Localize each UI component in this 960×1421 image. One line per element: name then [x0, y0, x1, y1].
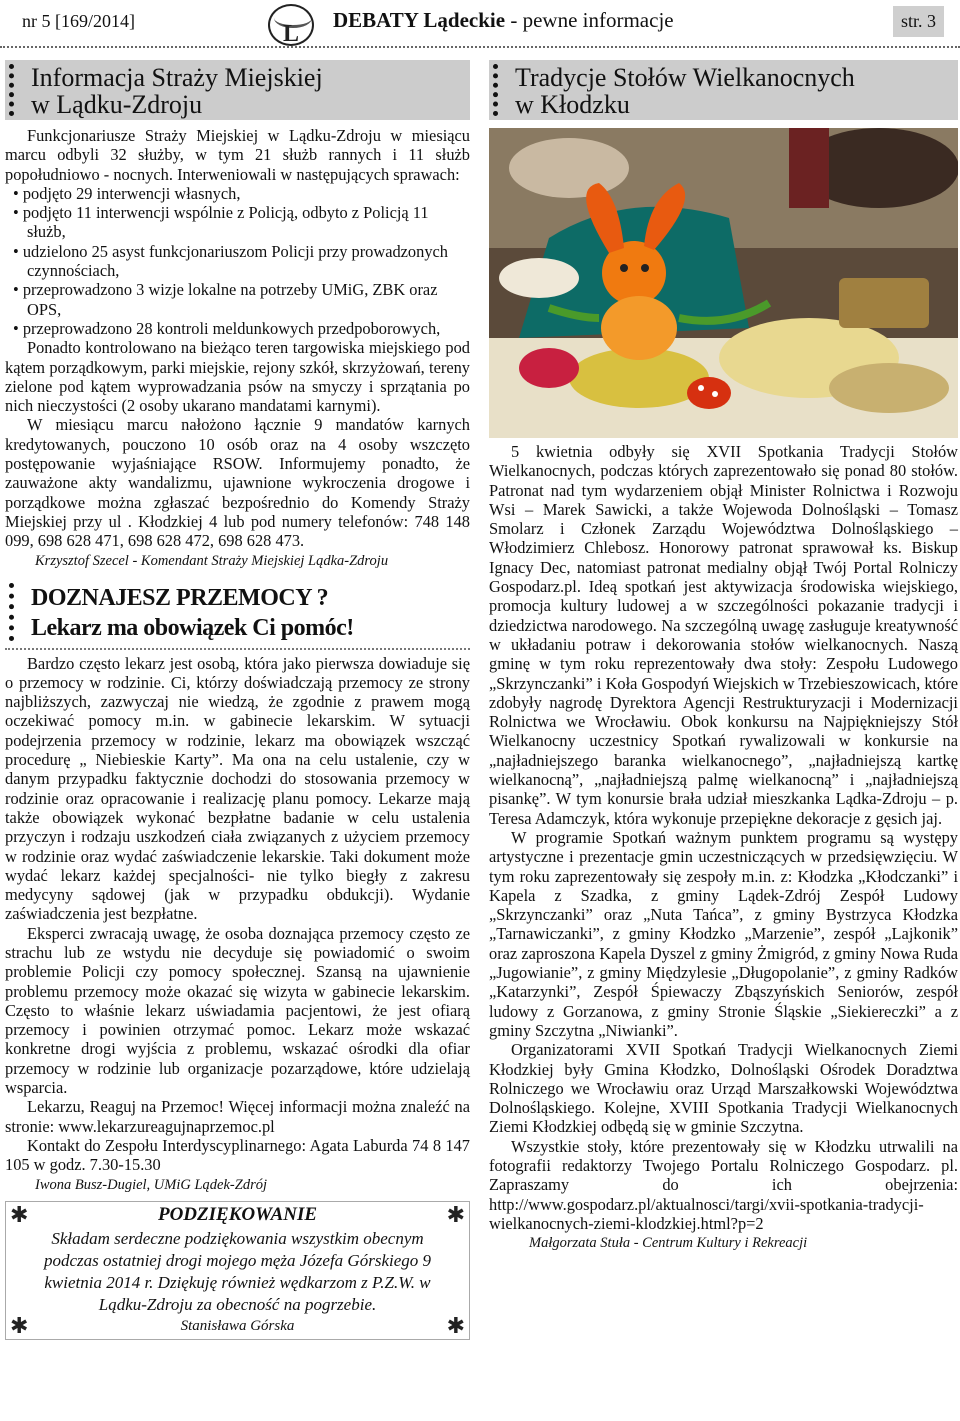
- thanks-title: PODZIĘKOWANIE: [157, 1203, 318, 1225]
- easter-table-photo: [489, 128, 958, 438]
- issue-number: nr 5 [169/2014]: [22, 11, 135, 31]
- article1-title-line1: Informacja Straży Miejskiej: [31, 63, 323, 92]
- article3-title: [515, 64, 948, 118]
- article2-title: [31, 583, 460, 643]
- article3-paragraph: W programie Spotkań ważnym punktem programu są występy artystyczne i prezentacje gmin uczestniczących w przedsięwzięciu. W tym roku zaprezentowały się zespoły m.in. z: Kłodzka „Kłodczanki” i Kapela z Szadka, z gminy Lądek-Zdrój Zespół Ludowy „Skrzynczanki” oraz „Nuta Tańca”, z gminy Bystrzyca Kłodzka „Tarnawiczanki”, z gminy Kłodzko „Marzenie”, zespół „Lajkonik” oraz zaproszona Kapela Dyszel z gminy Żmigród, z gminy Nowa Ruda „Jugowianie”, z gminy Międzylesie „Długopolanie”, z gminy Radków „Katarzynki”, Zespół Śpiewaczy Zbąszyńskich Seniorów, zespół ludowy z Gorzanowa, z gminy Stronie Śląskie „Siekiereczki” a z gminy Szczytna „Niwianki”.: [489, 827, 958, 1040]
- asterisk-icon: ✱: [10, 1201, 29, 1227]
- article3-body: [489, 442, 958, 1233]
- thanks-signature: Stanisława Górska: [180, 1317, 295, 1334]
- article3-paragraph: Organizatorami XVII Spotkań Tradycji Wielkanocnych Ziemi Kłodzkiej były Gmina Kłodzko, Dolnośląski Ośrodek Doradztwa Rolniczego we Wrocławiu oraz Urząd Marszałkowski Województwa Dolnośląskiego. Kolejne, XVIII Spotkania Tradycji Wielkanocnych Ziemi Kłodzkiej odbędą się w gminie Szczytna.: [489, 1040, 958, 1137]
- article2-paragraph: Lekarzu, Reaguj na Przemoc! Więcej informacji można znaleźć na stronie: www.lekarzureagujnaprzemoc.pl: [5, 1097, 470, 1136]
- thanks-text: Składam serdeczne podziękowania wszystkim obecnym podczas ostatniej drogi mojego męża Józefa Górskiego 9 kwietnia 2014 r. Dziękuję również wędkarzom z P.Z.W. w Lądku-Zdroju za obecność na pogrzebie.: [43, 1228, 432, 1314]
- article2-title-box: [5, 579, 470, 645]
- list-item: • przeprowadzono 28 kontroli meldunkowych przedpoborowych,: [5, 319, 470, 338]
- list-item: • udzielono 25 asyst funkcjonariuszom Policji przy prowadzonych czynnościach,: [5, 242, 470, 281]
- article2-title-line2: Lekarz ma obowiązek Ci pomóc!: [31, 614, 354, 641]
- article1-paragraph: Ponadto kontrolowano na bieżąco teren targowiska miejskiego pod kątem porządkowym, parki miejskie, rejony szkół, skrzyżowań, tereny zielone pod kątem wyprowadzania psów na smyczy i sprzątania po nich nieczystości (2 osoby ukarano mandatami karnymi).: [5, 338, 470, 416]
- page-number-badge: str. 3: [893, 6, 944, 37]
- page-header: [0, 0, 960, 44]
- article1-bullet-list: [5, 184, 470, 338]
- article2-title-line1: DOZNAJESZ PRZEMOCY ?: [31, 584, 329, 611]
- logo-letter: L: [283, 21, 300, 46]
- article3-paragraph: 5 kwietnia odbyły się XVII Spotkania Tradycji Stołów Wielkanocnych, podczas których zaprezentowało się ponad 80 stołów. Patronat nad tym wydarzeniem objął Minister Rolnictwa i Rozwoju Wsi – Marek Sawicki, a także Wojewoda Dolnośląski – Tomasz Smolarz i Członek Zarządu Województwa Dolnośląskiego – Włodzimierz Chlebosz. Honorowy patronat sprawował ks. Biskup Ignacy Dec, natomiast patronat medialny objął Twój Portal Rolniczy Gospodarz.pl. Ideą spotkań jest aktywizacja środowiska wiejskiego, promocja kultury ludowej a w szczególności pokazanie tradycji i dziedzictwa narodowego. Na szczególną uwagę zasługuje kreatywność w układaniu potraw i dekorowania stołów wielkanocnych. Naszą gminę w tym roku reprezentowały dwa stoły: Zespołu Ludowego „Skrzynczanki” i Koła Gospodyń Wiejskich w Trzebieszowicach, które zdobyły nagrodę Dyrektora Agencji Restrukturyzacji i Modernizacji Rolnictwa we Wrocławiu. Obok konkursu na Najpiękniejszy Stół Wielkanocny uczestnicy Spotkań rywalizowali w konkursie na „najładniejszego baranka wielkanocnego”, „najładniejszą kartkę wielkanocną”, „najładniejszą palmę wielkanocną” i „najładniejszą pisankę”. W tym konursie brała udział mieszkanka Lądka-Zdroju – p. Teresa Adamczyk, która wykonuje przepiękne dekoracje z gęsich jaj.: [489, 442, 958, 828]
- article3-paragraph: Wszystkie stoły, które prezentowały się w Kłodzku utrwalili na fotografii redaktorzy Twojego Portalu Rolniczego Gospodarz. pl. Zapraszamy do ich obejrzenia: http://www.gospodarz.pl/aktualnosci/targi/xvii-spotkania-tradycji-wielkanocnych-ziemi-klodzkiej.html?p=2: [489, 1136, 958, 1233]
- left-column: [5, 60, 470, 1340]
- article2-divider: [5, 648, 470, 650]
- article2-paragraph: Kontakt do Zespołu Interdyscyplinarnego: Agata Laburda 74 8 147 105 w godz. 7.30-15.30: [5, 1135, 470, 1175]
- article1-title-box: [5, 60, 470, 120]
- asterisk-icon: ✱: [446, 1312, 465, 1338]
- newspaper-title-bold: DEBATY Lądeckie: [333, 8, 506, 32]
- newspaper-logo-icon: [268, 4, 314, 46]
- article3-title-box: [489, 60, 958, 120]
- header-divider: [0, 46, 960, 48]
- right-column: [489, 60, 958, 1253]
- article2-signature: Iwona Busz-Dugiel, UMiG Lądek-Zdrój: [35, 1176, 267, 1193]
- asterisk-icon: ✱: [10, 1312, 29, 1338]
- article1-paragraph: W miesiącu marcu nałożono łącznie 9 mandatów karnych kredytowanych, pouczono 10 osób oraz na 4 osoby wszczęto postępowanie wyjaśniające RSOW. Informujemy ponadto, że zauważone akty wandalizmu, ujawnione wykroczenia drogowe i porządkowe można zgłaszać bezpośrednio do Komendy Straży Miejskiej przy ul . Kłodzkiej 4 lub pod numery telefonów: 748 148 099, 698 628 471, 698 628 472, 698 628 473.: [5, 415, 470, 551]
- article2-paragraph: Eksperci zwracają uwagę, że osoba doznająca przemocy często ze strachu lub ze wstydu nie decyduje się powiadomić o swoim problemie Policji czy pomocy społecznej. Szansą na ujawnienie problemu przemocy może okazać się wizyta w gabinecie lekarskim. Często to właśnie lekarz uświadamia pacjentowi, że jest ofiarą przemocy i powinien otrzymać pomoc. Lekarz może wskazać konkretne drogi wyjścia z problemu, wskazać ośrodki dla ofiar przemocy w rodzinie lub organizacje pozarządowe, które udzielają wsparcia.: [5, 923, 470, 1098]
- article1-title: [31, 64, 460, 118]
- article3-title-line1: Tradycje Stołów Wielkanocnych: [515, 63, 855, 92]
- article3-title-line2: w Kłodzku: [515, 90, 630, 119]
- list-item: • podjęto 11 interwencji wspólnie z Policją, odbyto z Policją 11 służb,: [5, 203, 470, 242]
- newspaper-title: [333, 8, 674, 33]
- newspaper-title-rest: - pewne informacje: [505, 8, 674, 32]
- easter-table-photo-icon: [489, 128, 958, 438]
- article1-intro: Funkcjonariusze Straży Miejskiej w Lądku-Zdroju w miesiącu marcu odbyli 32 służby, w tym 21 służb rannych i 11 służb popołudniowo - nocnych. Interweniowali w następujących sprawach:: [5, 126, 470, 184]
- article2-body: [5, 654, 470, 1175]
- list-item: • przeprowadzono 3 wizje lokalne na potrzeby UMiG, ZBK oraz OPS,: [5, 280, 470, 319]
- article1-title-line2: w Lądku-Zdroju: [31, 90, 203, 119]
- article2-paragraph: Bardzo często lekarz jest osobą, która jako pierwsza dowiaduje się o przemocy w rodzinie. Ci, którzy doświadczają przemocy ze strony najbliższych, zazwyczaj nie wiedzą, że zgodnie z prawem mogą oczekiwać pomocy m.in. w gabinecie lekarskim. W sytuacji podejrzenia przemocy w rodzinie, lekarz ma obowiązek wszcząć procedurę „ Niebieskie Karty”. Ma ona na celu ustalenie, czy w danym przypadku faktycznie dochodzi do stosowania przemocy w rodzinie oraz opracowanie i realizację planu pomocy. Lekarze mają także obowiązek wykonać bezpłatne badanie w celu ustalenia przyczyn i rodzaju uszkodzeń ciała związanych z użyciem przemocy w rodzinie oraz wydać zaświadczenie lekarskie. Taki dokument może wydać lekarz każdej specjalności- nie tylko biegły z zakresu medycyny sądowej (jak w przypadku obdukcji). Wydanie zaświadczenia jest bezpłatne.: [5, 653, 470, 924]
- article1-body: [5, 126, 470, 551]
- asterisk-icon: ✱: [446, 1201, 465, 1227]
- article3-signature: Małgorzata Stuła - Centrum Kultury i Rekreacji: [529, 1235, 808, 1252]
- article1-signature: Krzysztof Szecel - Komendant Straży Miejskiej Lądka-Zdroju: [35, 552, 389, 569]
- thanks-box: [5, 1201, 470, 1340]
- list-item: • podjęto 29 interwencji własnych,: [5, 184, 470, 203]
